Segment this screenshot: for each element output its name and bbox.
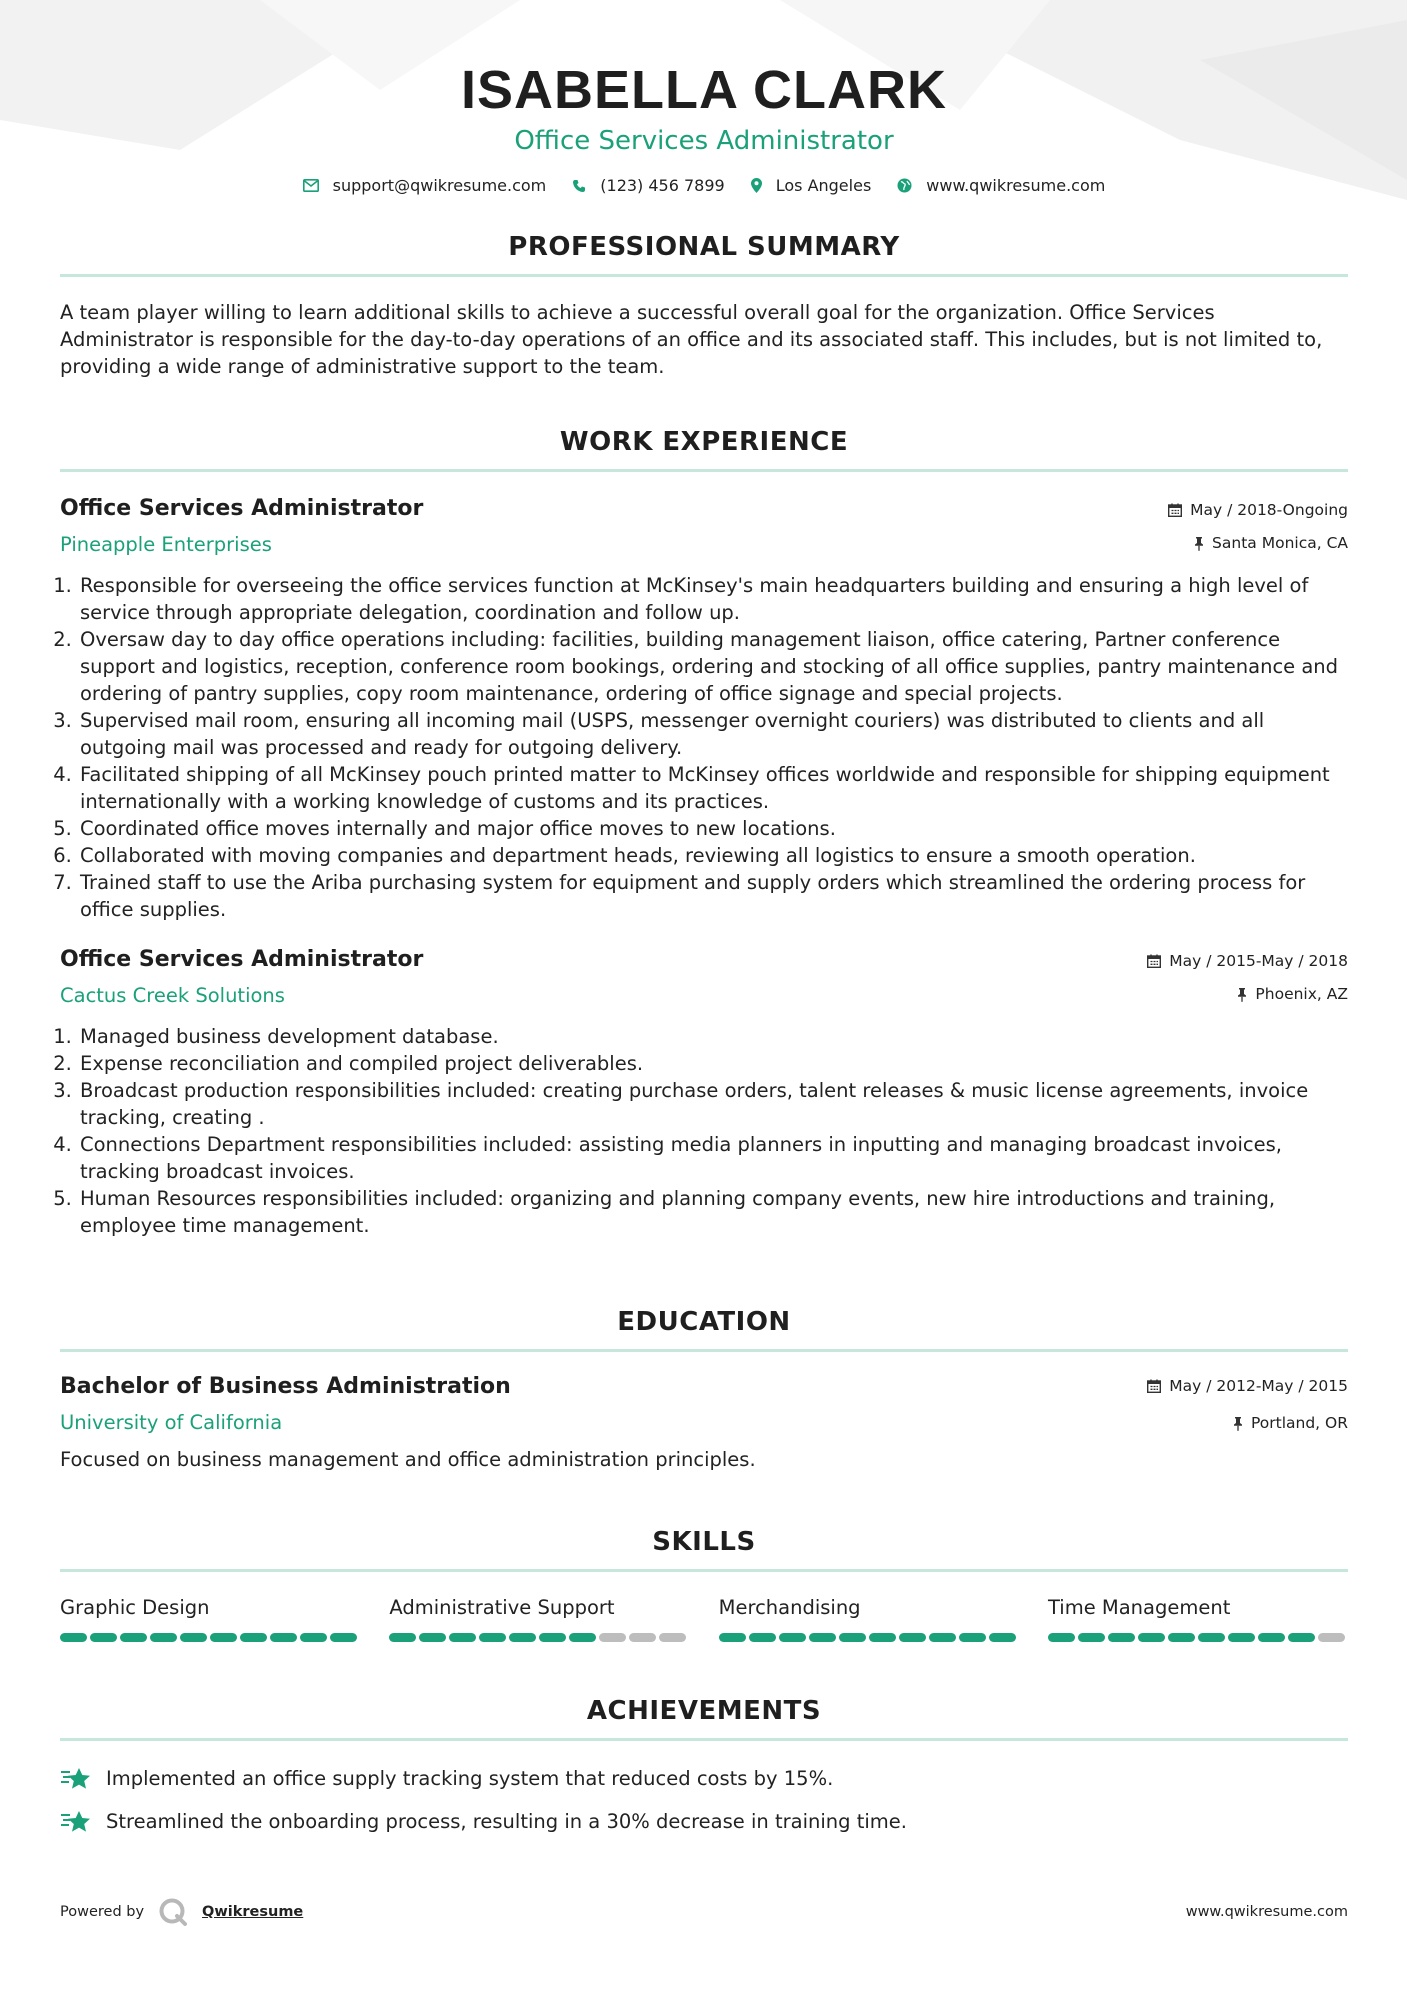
skill-item (719, 1594, 1019, 1642)
achievement-item (60, 1765, 1348, 1792)
job-title: Office Services Administrator (60, 496, 424, 521)
skill-dot-filled (1078, 1633, 1105, 1642)
duty-item: 5. Human Resources responsibilities included: organizing and planning company events, new hire introductions and training, employee time management. (78, 1185, 1348, 1239)
contact-location (751, 176, 872, 195)
skill-dot-filled (809, 1633, 836, 1642)
skill-dot-filled (180, 1633, 207, 1642)
education-entry (60, 1372, 1348, 1473)
skill-dot-filled (150, 1633, 177, 1642)
school-name: University of California (60, 1411, 283, 1434)
section-divider (60, 1569, 1348, 1572)
job-entry (60, 494, 1348, 923)
contact-bar (60, 176, 1348, 195)
job-company: Cactus Creek Solutions (60, 984, 285, 1007)
achievement-text: Streamlined the onboarding process, resulting in a 30% decrease in training time. (106, 1810, 907, 1833)
skills-section (60, 1525, 1348, 1642)
duty-item: 2. Oversaw day to day office operations including: facilities, building management liaison, office catering, Partner conference support and logistics, reception, conference room bookings, ordering and stocking of all office supplies, pantry maintenance and ordering of pantry supplies, copy room maintenance, ordering of office signage and special projects. (78, 626, 1348, 707)
section-divider (60, 469, 1348, 472)
job-dates: May / 2018-Ongoing (1190, 501, 1348, 519)
candidate-title: Office Services Administrator (514, 126, 894, 156)
education-section (60, 1305, 1348, 1473)
skill-dot-filled (569, 1633, 596, 1642)
skill-dot-filled (1258, 1633, 1285, 1642)
skill-dot-filled (899, 1633, 926, 1642)
skill-item (389, 1594, 689, 1642)
candidate-name: ISABELLA CLARK (461, 60, 947, 120)
calendar-icon (1147, 1379, 1161, 1393)
skill-rating (1048, 1633, 1348, 1642)
skill-dot-empty (599, 1633, 626, 1642)
job-duties (60, 1023, 1348, 1239)
skill-dot-filled (90, 1633, 117, 1642)
pin-icon (1194, 536, 1204, 551)
skill-dot-filled (869, 1633, 896, 1642)
skill-dot-filled (479, 1633, 506, 1642)
achievement-item (60, 1808, 1348, 1835)
skill-dot-filled (509, 1633, 536, 1642)
skill-dot-filled (240, 1633, 267, 1642)
location-text: Los Angeles (775, 176, 872, 195)
skill-dot-filled (330, 1633, 357, 1642)
skill-dot-filled (1288, 1633, 1315, 1642)
skill-dot-filled (210, 1633, 237, 1642)
skill-dot-filled (120, 1633, 147, 1642)
skill-dot-filled (1138, 1633, 1165, 1642)
brand-link[interactable]: Qwikresume (202, 1904, 304, 1920)
skill-rating (60, 1633, 360, 1642)
skill-dot-filled (719, 1633, 746, 1642)
duty-item: 3. Supervised mail room, ensuring all incoming mail (USPS, messenger overnight couriers) was distributed to clients and all outgoing mail was processed and ready for outgoing delivery. (78, 707, 1348, 761)
skill-dot-filled (1168, 1633, 1195, 1642)
skill-dot-filled (779, 1633, 806, 1642)
achievements-section (60, 1694, 1348, 1835)
skill-item (1048, 1594, 1348, 1642)
skill-rating (719, 1633, 1019, 1642)
skill-dot-filled (929, 1633, 956, 1642)
star-icon (60, 1809, 92, 1835)
duty-item: 5. Coordinated office moves internally and major office moves to new locations. (78, 815, 1348, 842)
section-divider (60, 1738, 1348, 1741)
email-text: support@qwikresume.com (332, 176, 547, 195)
skill-rating (389, 1633, 689, 1642)
skill-name: Administrative Support (389, 1596, 615, 1619)
star-icon (60, 1766, 92, 1792)
duty-item: 3. Broadcast production responsibilities included: creating purchase orders, talent releases & music license agreements, invoice tracking, creating . (78, 1077, 1348, 1131)
summary-section (60, 230, 1348, 380)
skill-dot-empty (629, 1633, 656, 1642)
skill-dot-empty (659, 1633, 686, 1642)
education-dates: May / 2012-May / 2015 (1169, 1377, 1348, 1395)
skill-dot-filled (539, 1633, 566, 1642)
job-duties (60, 572, 1348, 923)
duty-item: 1. Managed business development database. (78, 1023, 1348, 1050)
skill-dot-filled (300, 1633, 327, 1642)
globe-icon (897, 178, 912, 193)
section-divider (60, 274, 1348, 277)
skill-dot-filled (60, 1633, 87, 1642)
education-description: Focused on business management and office administration principles. (60, 1448, 756, 1471)
resume-page (60, 0, 1348, 1835)
education-location: Portland, OR (1250, 1414, 1348, 1432)
contact-website[interactable] (897, 176, 1105, 195)
achievements-heading: ACHIEVEMENTS (586, 1696, 822, 1726)
skill-dot-filled (389, 1633, 416, 1642)
skill-dot-filled (749, 1633, 776, 1642)
job-entry (60, 945, 1348, 1239)
skill-dot-filled (270, 1633, 297, 1642)
job-company: Pineapple Enterprises (60, 533, 272, 556)
website-text: www.qwikresume.com (926, 176, 1106, 195)
contact-email[interactable] (303, 176, 547, 195)
powered-by-label: Powered by (60, 1904, 145, 1920)
skill-dot-filled (449, 1633, 476, 1642)
duty-item: 2. Expense reconciliation and compiled project deliverables. (78, 1050, 1348, 1077)
phone-icon (572, 179, 586, 193)
summary-text: A team player willing to learn additional skills to achieve a successful overall goal for the organization. Office Services Administrator is responsible for the day-to-day operations of an office and its associated staff. This includes, but is not limited to, providing a wide range of administrative support to the team. (60, 301, 1323, 378)
skill-dot-filled (1048, 1633, 1075, 1642)
page-footer (60, 1897, 1348, 1927)
skill-dot-filled (839, 1633, 866, 1642)
skill-dot-filled (1228, 1633, 1255, 1642)
skill-dot-filled (1108, 1633, 1135, 1642)
phone-text: (123) 456 7899 (600, 176, 725, 195)
duty-item: 4. Connections Department responsibilities included: assisting media planners in inputting and managing broadcast invoices, tracking broadcast invoices. (78, 1131, 1348, 1185)
experience-heading: WORK EXPERIENCE (559, 427, 849, 457)
achievement-text: Implemented an office supply tracking system that reduced costs by 15%. (106, 1767, 834, 1790)
contact-phone[interactable] (572, 176, 724, 195)
experience-section (60, 425, 1348, 1239)
skill-dot-filled (1198, 1633, 1225, 1642)
resume-header (60, 0, 1348, 195)
skill-name: Time Management (1047, 1596, 1231, 1619)
skill-item (60, 1594, 360, 1642)
summary-heading: PROFESSIONAL SUMMARY (508, 232, 900, 262)
skill-dot-filled (419, 1633, 446, 1642)
duty-item: 4. Facilitated shipping of all McKinsey pouch printed matter to McKinsey offices worldwide and responsible for shipping equipment internationally with a working knowledge of customs and its practices. (78, 761, 1348, 815)
footer-website[interactable]: www.qwikresume.com (1185, 1904, 1348, 1920)
map-marker-icon (751, 178, 762, 193)
calendar-icon (1147, 954, 1161, 968)
qwikresume-logo-icon (158, 1897, 188, 1927)
pin-icon (1237, 987, 1247, 1002)
skill-dot-filled (959, 1633, 986, 1642)
envelope-icon (303, 179, 319, 192)
calendar-icon (1168, 503, 1182, 517)
skill-name: Graphic Design (60, 1596, 210, 1619)
skill-name: Merchandising (718, 1596, 861, 1619)
skill-dot-filled (989, 1633, 1016, 1642)
duty-item: 1. Responsible for overseeing the office services function at McKinsey's main headquarters building and ensuring a high level of service through appropriate delegation, coordination and follow up. (78, 572, 1348, 626)
degree-title: Bachelor of Business Administration (60, 1374, 511, 1399)
job-title: Office Services Administrator (60, 947, 424, 972)
job-location: Phoenix, AZ (1255, 985, 1348, 1003)
duty-item: 6. Collaborated with moving companies and department heads, reviewing all logistics to ensure a smooth operation. (78, 842, 1348, 869)
job-dates: May / 2015-May / 2018 (1169, 952, 1348, 970)
skill-dot-empty (1318, 1633, 1345, 1642)
pin-icon (1233, 1416, 1243, 1431)
duty-item: 7. Trained staff to use the Ariba purchasing system for equipment and supply orders which streamlined the ordering process for office supplies. (78, 869, 1348, 923)
skills-list (60, 1594, 1348, 1642)
skills-heading: SKILLS (652, 1527, 756, 1557)
section-divider (60, 1349, 1348, 1352)
job-location: Santa Monica, CA (1212, 534, 1348, 552)
education-heading: EDUCATION (617, 1307, 791, 1337)
